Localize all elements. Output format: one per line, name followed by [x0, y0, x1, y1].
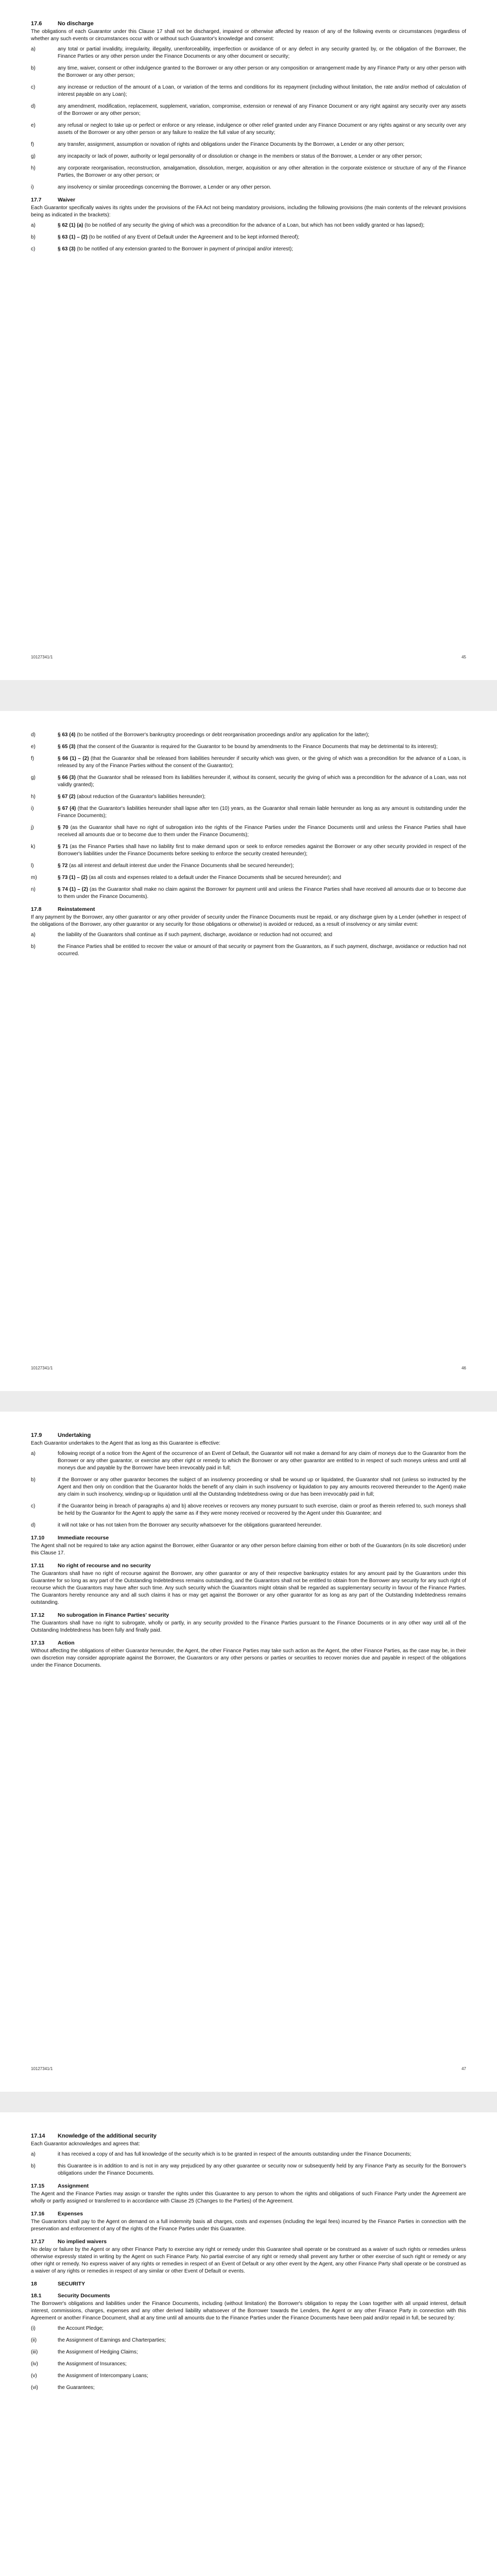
list-label: f): [31, 756, 35, 761]
document-page-48: [0, 2112, 497, 2576]
text: the Assignment of Earnings and Charterparties;: [58, 2337, 166, 2343]
list-label: a): [31, 46, 36, 52]
section-number: 17.10: [31, 1535, 45, 1541]
list-label: a): [31, 2151, 36, 2157]
section-body: The Guarantors shall pay to the Agent on demand on a full indemnity basis all charges, costs and expenses (including the legal fees) incurred by the Finance Parties in connection with the preservation and enforcement of any of the rights of the Finance Parties under this Guarantee.: [31, 2219, 466, 2232]
text: § 62 (1) (a) (to be notified of any security the giving of which was a precondition for the advance of a Loan, but which has not been validly granted or has lapsed);: [58, 223, 425, 228]
text: Action: [58, 1640, 75, 1646]
list-item: [31, 2372, 466, 2380]
list-waiver-continued: [31, 732, 466, 901]
list-label: c): [31, 1503, 36, 1509]
section-heading-17-9: [31, 1432, 466, 1438]
list-item: [31, 234, 466, 241]
list-label: i): [31, 806, 34, 811]
section-heading-17-16: [31, 2211, 466, 2217]
section-number: 17.8: [31, 906, 42, 912]
text: § 73 (1) – (2) (as all costs and expenses related to a default under the Finance Documents shall be secured hereunder); and: [58, 875, 341, 880]
section-body: The Agent shall not be required to take any action against the Borrower, either Guarantor or any other person before claiming from either or both of the Guarantors (in its sole discretion) under this Clause 17.: [31, 1543, 466, 1556]
section-number: 17.13: [31, 1640, 45, 1646]
section-body: The Borrower's obligations and liabilities under the Finance Documents, including (without limitation) the Borrower's obligation to repay the Loan together with all unpaid interest, default interest, commissions, charges, expenses and any other derived liability whatsoever of the Borrower towards the Lenders, the Agent or any other Finance Party in connection with this Agreement or another Finance Document, shall at any time until all amounts due to the Finance Parties under the Finance Documents have been paid and/or repaid in full, be secured by:: [31, 2301, 466, 2321]
list-item: [31, 222, 466, 229]
section-number: 17.11: [31, 1563, 44, 1569]
text: Undertaking: [58, 1432, 91, 1438]
section-number: 17.12: [31, 1612, 45, 1618]
page-number: 47: [461, 2066, 466, 2071]
document-reference: 10127341/1: [31, 655, 53, 659]
list-label: (i): [31, 2326, 36, 2331]
text: if the Borrower or any other guarantor becomes the subject of an insolvency proceeding or shall be wound up or liquidated, the Guarantor shall not (unless so instructed by the Agent and then only on condition that the Guarantor holds the benefit of any claim in such insolvency or liquidation to pay any amounts recovered thereunder to the Agent) make any claim in such insolvency, winding-up or liquidation until all the Outstanding Indebtedness owing or due has been irrevocably paid in full;: [58, 1477, 466, 1497]
section-body: Without affecting the obligations of either Guarantor hereunder, the Agent, the other Finance Parties may take such action as the Agent, the other Finance Parties, as the case may be, in their own discretion may consider appropriate against the Borrower, the Guarantors or any other persons or parties or securities to recover monies due and payable in respect of the obligations under the Finance Documents.: [31, 1648, 466, 1668]
document-page-45: [0, 0, 497, 680]
list-item: [31, 184, 466, 191]
list-label: e): [31, 744, 36, 750]
text: SECURITY: [58, 2281, 85, 2287]
text: the Assignment of Intercompany Loans;: [58, 2373, 148, 2379]
text: Waiver: [58, 197, 76, 203]
text: any refusal or neglect to take up or perfect or enforce or any release, indulgence or other relief granted under any Finance Document or any rights against or any security over any assets of the Borrower or any other person or any failure to realize the full value of any security;: [58, 123, 466, 135]
text: the Assignment of Insurances;: [58, 2361, 127, 2367]
section-body: The Guarantors shall have no right of recourse against the Borrower, any other guarantor or any of their respective bankruptcy estates for any amount paid by the Guarantors under this Guarantee for so long as any part of the Outstanding Indebtedness remains outstanding, and the Guarantors shall not be entitled to obtain from the Borrower any security for any such right of recourse which the Guarantors may have after such time. Any such security which the Guarantors might obtain shall be regarded as supplementary security in favour of the Finance Parties. The Guarantors hereby renounce any and all such claims it has or may get against the Borrower or any other guarantor for as long as any part of the Outstanding Indebtedness remains outstanding.: [31, 1571, 466, 1605]
list-item: [31, 2151, 466, 2158]
text: this Guarantee is in addition to and is not in any way prejudiced by any other guarantee or security now or subsequently held by any Finance Party as security for the Borrower's obligations under the Finance Documents.: [58, 2163, 466, 2176]
section-heading-17-13: [31, 1640, 466, 1646]
text: § 71 (as the Finance Parties shall have no liability first to make demand upon or seek to enforce remedies against the Borrower or any other security provided in respect of the Borrower's liabilities under the Finance Documents before seeking to enforce the security created hereunder);: [58, 844, 467, 857]
section-number: 17.9: [31, 1432, 42, 1438]
list-item: [31, 1503, 466, 1517]
list-item: [31, 755, 466, 770]
list-item: [31, 122, 466, 137]
text: No implied waivers: [58, 2239, 107, 2245]
section-intro: The obligations of each Guarantor under this Clause 17 shall not be discharged, impaired or otherwise affected by reason of any of the following events or circumstances (regardless of whether any such events or circumstances occur with or without such Guarantor's knowledge and consent:: [31, 29, 466, 42]
text: Expenses: [58, 2211, 83, 2217]
section-number: 17.7: [31, 197, 42, 203]
list-label: d): [31, 1522, 36, 1528]
list-label: b): [31, 234, 36, 240]
list-item: [31, 886, 466, 901]
page-footer: [31, 655, 466, 659]
list-item: [31, 843, 466, 858]
list-label: h): [31, 794, 36, 800]
text: § 65 (3) (that the consent of the Guarantor is required for the Guarantor to be bound by amendments to the Finance Documents that may be detrimental to its interest);: [58, 744, 438, 750]
list-label: m): [31, 875, 37, 880]
text: § 63 (4) (to be notified of the Borrower's bankruptcy proceedings or debt reorganisation proceedings and/or any application for the latter);: [58, 732, 370, 738]
text: the Account Pledge;: [58, 2326, 104, 2331]
section-heading-17-14: [31, 2133, 466, 2139]
page-number: 46: [461, 1366, 466, 1370]
list-item: [31, 165, 466, 179]
text: § 66 (1) – (2) (that the Guarantor shall be released from liabilities hereunder if security which was given, or the giving of which was a precondition for the advance of a Loan, is released by any of the Finance Parties without the consent of the Guarantor);: [58, 756, 466, 769]
list-item: [31, 862, 466, 870]
section-heading-18: [31, 2281, 466, 2287]
list-item: [31, 153, 466, 160]
list-item: [31, 2384, 466, 2392]
list-item: [31, 141, 466, 148]
section-number: 17.6: [31, 21, 42, 27]
list-label: (ii): [31, 2337, 37, 2343]
list-label: a): [31, 932, 36, 938]
list-item: [31, 743, 466, 751]
section-number: 17.17: [31, 2239, 45, 2245]
document-page-46: [0, 711, 497, 1391]
list-waiver: [31, 222, 466, 253]
text: Assignment: [58, 2183, 89, 2189]
text: § 70 (as the Guarantor shall have no right of subrogation into the rights of the Finance Parties under the Finance Documents until and unless the Finance Parties shall have received all amounts due or to become due to them under the Finance Documents);: [58, 825, 466, 838]
list-item: [31, 874, 466, 882]
text: Security Documents: [58, 2293, 110, 2299]
list-label: d): [31, 104, 36, 109]
text: following receipt of a notice from the Agent of the occurrence of an Event of Default, the Guarantor will not make a demand for any claim of moneys due to the Guarantor from the Borrower or any other guarantor, or exercise any other right or remedy to which the Borrower or any other guarantor are entitled to in respect of such moneys unless and until all moneys due and payable by the Borrower have been irrevocably paid in full;: [58, 1451, 466, 1471]
text: No discharge: [58, 21, 94, 27]
list-label: b): [31, 2163, 36, 2169]
list-label: h): [31, 165, 36, 171]
text: any total or partial invalidity, irregularity, illegality, unenforceability, imperfection or avoidance of or any defect in any security granted by, or the obligation of the Borrower, the Finance Parties or any other person under the Finance Documents or any other document or security;: [58, 46, 466, 59]
list-item: [31, 1522, 466, 1529]
list-item: [31, 2337, 466, 2344]
text: if the Guarantor being in breach of paragraphs a) and b) above receives or recovers any money pursuant to such exercise, claim or proof as therein referred to, such moneys shall be held by the Guarantor for the Agent to apply the same as if they were money received or recovered by the Agent under this Guarantee; and: [58, 1503, 466, 1516]
list-label: k): [31, 844, 36, 850]
text: § 67 (2) (about reduction of the Guarantor's liabilities hereunder);: [58, 794, 206, 800]
document-reference: 10127341/1: [31, 1366, 53, 1370]
list-item: [31, 1477, 466, 1498]
text: § 63 (3) (to be notified of any extension granted to the Borrower in payment of principal and/or interest);: [58, 246, 293, 252]
list-label: j): [31, 825, 34, 831]
section-intro: If any payment by the Borrower, any other guarantor or any other provider of security under the Finance Documents must be repaid, or any discharge given by a Lender (whether in respect of the obligations of the Borrower, any other guarantor or any security for those obligations or otherwise) is avoided or reduced, as a result of insolvency or any similar event:: [31, 914, 466, 927]
text: the Guarantees;: [58, 2385, 95, 2391]
section-heading-17-12: [31, 1612, 466, 1618]
list-item: [31, 931, 466, 939]
text: any time, waiver, consent or other indulgence granted to the Borrower or any other person or any composition or arrangement made by any Finance Party or any other person with the Borrower or any other person;: [58, 65, 466, 78]
section-intro: Each Guarantor undertakes to the Agent that as long as this Guarantee is effective:: [31, 1440, 220, 1446]
document-page-47: [0, 1412, 497, 2092]
list-label: (iii): [31, 2349, 38, 2355]
list-label: n): [31, 887, 36, 892]
list-item: [31, 246, 466, 253]
section-body: No delay or failure by the Agent or any other Finance Party to exercise any right or remedy under this Guarantee shall operate or be construed as a waiver of such rights or remedies unless otherwise expressly stated in writing by the Agent on such Finance Party. No partial exercise of any right or remedy shall prevent any further or other exercise of such right or remedy or any other right or remedy. No express waiver of any rights or remedies in respect of an Event of Default or any other event by the Agent, any other Finance Party shall operate or be construed as a waiver of any rights or remedies in respect of any similar or other Event of Default or events.: [31, 2247, 466, 2274]
list-label: b): [31, 944, 36, 950]
section-heading-18-1: [31, 2293, 466, 2299]
list-item: [31, 824, 466, 839]
text: any amendment, modification, replacement, supplement, variation, compromise, extension or renewal of any Finance Document or any right against any security over any assets of the Borrower or any other person;: [58, 104, 466, 116]
document-reference: 10127341/1: [31, 2066, 53, 2071]
text: any transfer, assignment, assumption or novation of rights and obligations under the Finance Documents by the Borrower, a Lender or any other person;: [58, 142, 405, 147]
list-label: d): [31, 732, 36, 738]
list-item: [31, 103, 466, 117]
list-item: [31, 2163, 466, 2177]
list-label: f): [31, 142, 35, 147]
section-number: 18.1: [31, 2293, 42, 2299]
text: the Finance Parties shall be entitled to recover the value or amount of that security or payment from the Guarantors, as if such payment, discharge, avoidance or reduction had not occurred.: [58, 944, 466, 957]
text: any increase or reduction of the amount of a Loan, or variation of the terms and conditions for its repayment (including without limitation, the rate and/or method of calculation of interest payable on any Loan);: [58, 84, 466, 97]
list-label: (v): [31, 2373, 37, 2379]
section-intro: Each Guarantor acknowledges and agrees that:: [31, 2141, 140, 2147]
list-label: c): [31, 246, 36, 252]
list-item: [31, 2361, 466, 2368]
section-body: The Agent and the Finance Parties may assign or transfer the rights under this Guarantee to any person to whom the rights and obligations of such Finance Party under the Agreement are wholly or partly assigned or transferred to in accordance with Clause 25 (Changes to the Parties) of the Agreement.: [31, 2191, 466, 2204]
list-label: a): [31, 1451, 36, 1456]
section-heading-17-8: [31, 906, 466, 912]
list-label: c): [31, 84, 36, 90]
text: it has received a copy of and has full knowledge of the security which is to be granted in respect of the amounts outstanding under the Finance Documents;: [58, 2151, 412, 2157]
text: the liability of the Guarantors shall continue as if such payment, discharge, avoidance or reduction had not occurred; and: [58, 932, 333, 938]
section-heading-17-7: [31, 197, 466, 203]
text: Reinstatement: [58, 906, 95, 912]
list-label: b): [31, 1477, 36, 1483]
page-footer: [31, 2066, 466, 2071]
page-number: 45: [461, 655, 466, 659]
section-heading-17-15: [31, 2183, 466, 2189]
list-no-discharge: [31, 46, 466, 191]
list-label: a): [31, 223, 36, 228]
list-label: l): [31, 863, 34, 869]
page-footer: [31, 1366, 466, 1370]
section-number: 17.15: [31, 2183, 45, 2189]
text: Knowledge of the additional security: [58, 2133, 157, 2139]
list-label: (vi): [31, 2385, 38, 2391]
section-intro: Each Guarantor specifically waives its rights under the provisions of the FA Act not being mandatory provisions, including the following provisions (the main contents of the relevant provisions being as indicated in the brackets):: [31, 205, 466, 218]
list-label: e): [31, 123, 36, 128]
text: § 72 (as all interest and default interest due under the Finance Documents shall be secured hereunder);: [58, 863, 294, 869]
text: No subrogation in Finance Parties' security: [58, 1612, 169, 1618]
list-item: [31, 943, 466, 958]
list-item: [31, 1450, 466, 1472]
text: any incapacity or lack of power, authority or legal personality of or dissolution or change in the members or status of the Borrower, a Lender or any other person;: [58, 154, 422, 159]
text: § 74 (1) – (2) (as the Guarantor shall make no claim against the Borrower for payment until and unless the Finance Parties shall have received all amounts due or to become due to them under the Finance Documents).: [58, 887, 466, 900]
section-heading-17-17: [31, 2239, 466, 2245]
section-number: 17.14: [31, 2133, 45, 2139]
list-item: [31, 84, 466, 98]
list-label: (iv): [31, 2361, 38, 2367]
text: § 66 (3) (that the Guarantor shall be released from its liabilities hereunder if, without its consent, security the giving of which was a precondition for the advance of a Loan, was not validly granted);: [58, 775, 466, 788]
list-item: [31, 805, 466, 820]
list-item: [31, 793, 466, 801]
text: any insolvency or similar proceedings concerning the Borrower, a Lender or any other person.: [58, 184, 271, 190]
list-label: i): [31, 184, 34, 190]
list-label: b): [31, 65, 36, 71]
text: § 67 (4) (that the Guarantor's liabilities hereunder shall lapse after ten (10) years, as the Guarantor shall remain liable hereunder as long as any amount is outstanding under the Finance Documents);: [58, 806, 466, 819]
text: any corporate reorganisation, reconstruction, amalgamation, dissolution, merger, acquisition or any other alteration in the corporate existence or structure of any of the Finance Parties, the Borrower or any other person; or: [58, 165, 466, 178]
list-label: g): [31, 775, 36, 781]
list-item: [31, 2325, 466, 2332]
section-heading-17-6: [31, 21, 466, 27]
text: it will not take or has not taken from the Borrower any security whatsoever for the obligations guaranteed hereunder.: [58, 1522, 322, 1528]
text: No right of recourse and no security: [58, 1563, 151, 1569]
list-label: g): [31, 154, 36, 159]
list-item: [31, 732, 466, 739]
text: the Assignment of Hedging Claims;: [58, 2349, 138, 2355]
text: Immediate recourse: [58, 1535, 109, 1541]
section-heading-17-11: [31, 1563, 466, 1569]
text: § 63 (1) – (2) (to be notified of any Event of Default under the Agreement and to be kept informed thereof);: [58, 234, 300, 240]
section-number: 18: [31, 2281, 37, 2287]
list-item: [31, 774, 466, 789]
list-item: [31, 46, 466, 60]
section-number: 17.16: [31, 2211, 45, 2217]
list-item: [31, 2349, 466, 2356]
list-item: [31, 65, 466, 79]
section-heading-17-10: [31, 1535, 466, 1541]
section-body: The Guarantors shall have no right to subrogate, wholly or partly, in any security provided to the Finance Parties pursuant to the Finance Documents or in any other way until all of the Outstanding Indebtedness has been fully and finally paid.: [31, 1620, 466, 1633]
